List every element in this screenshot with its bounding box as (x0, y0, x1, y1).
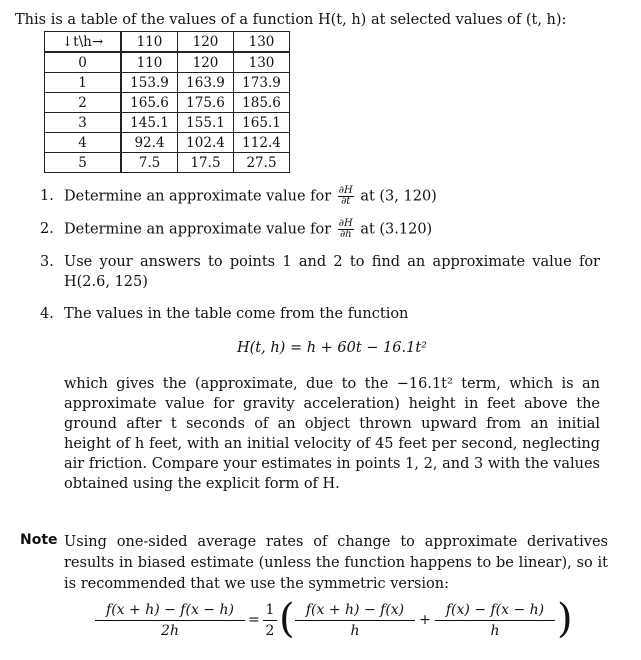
table-cell: 165.6 (121, 93, 178, 113)
question-list (40, 186, 600, 494)
partial-derivative-h: $\frac{\partial H}{\partial h}$ (338, 218, 353, 240)
column-header: 130 (234, 32, 290, 53)
row-header: 5 (45, 153, 122, 173)
note-label: Note (20, 532, 58, 548)
table-cell: 185.6 (234, 93, 290, 113)
table-cell: 145.1 (121, 113, 178, 133)
question-text: The values in the table come from the function (64, 306, 409, 322)
table-cell: 27.5 (234, 153, 290, 173)
table-cell: 155.1 (178, 113, 234, 133)
table-row (45, 113, 290, 133)
question-4 (40, 304, 600, 494)
forward-difference: f(x + h) − f(x) h (295, 602, 415, 639)
row-header: 0 (45, 52, 122, 73)
lhs-fraction: f(x + h) − f(x − h) 2h (95, 602, 245, 639)
left-paren: ( (279, 596, 295, 642)
question-3 (40, 252, 600, 292)
table-row (45, 52, 290, 73)
table-cell: 102.4 (178, 133, 234, 153)
question-number: 4. (40, 306, 54, 322)
row-header: 4 (45, 133, 122, 153)
row-header: 1 (45, 73, 122, 93)
note-text: Using one-sided average rates of change to approximate derivatives results in biased estimate (unless the function happens to be linear), so it is recommended that we use the symmetric version: (64, 534, 608, 592)
question-body: which gives the (approximate, due to the −16.1t² term, which is an approximate value for gravity acceleration) height in feet above the ground after t seconds of an object thrown upward from an initial height of h feet, with an initial velocity of 45 feet per second, neglecting air friction. Compare your estimates in points 1, 2, and 3 with the values obtained using the explicit form of H. (64, 376, 600, 492)
table-row (45, 153, 290, 173)
question-1 (40, 186, 600, 207)
question-2 (40, 219, 600, 240)
table-header-row (45, 32, 290, 53)
question-number: 3. (40, 254, 54, 270)
table-cell: 7.5 (121, 153, 178, 173)
equals-sign: = (248, 612, 260, 628)
table-row (45, 93, 290, 113)
table-row (45, 73, 290, 93)
question-text: Determine an approximate value for (64, 221, 332, 238)
question-number: 2. (40, 221, 54, 237)
symmetric-difference-formula (95, 596, 595, 648)
column-header: 110 (121, 32, 178, 53)
table-cell: 153.9 (121, 73, 178, 93)
half-fraction: 1 2 (263, 602, 277, 639)
table-cell: 173.9 (234, 73, 290, 93)
table-row (45, 133, 290, 153)
row-header: 2 (45, 93, 122, 113)
question-point: at (3, 120) (360, 188, 437, 205)
question-text: Determine an approximate value for (64, 188, 332, 205)
row-header: 3 (45, 113, 122, 133)
table-cell: 110 (121, 52, 178, 73)
table-cell: 92.4 (121, 133, 178, 153)
values-table (44, 31, 290, 173)
note-block (20, 532, 608, 595)
table-cell: 163.9 (178, 73, 234, 93)
backward-difference: f(x) − f(x − h) h (435, 602, 555, 639)
intro-text: This is a table of the values of a function H(t, h) at selected values of (t, h): (15, 12, 567, 28)
table-cell: 175.6 (178, 93, 234, 113)
table-cell: 130 (234, 52, 290, 73)
question-point: at (3.120) (360, 221, 433, 238)
table-cell: 112.4 (234, 133, 290, 153)
table-cell: 17.5 (178, 153, 234, 173)
question-text: Use your answers to points 1 and 2 to find an approximate value for H(2.6, 125) (64, 254, 600, 290)
question-number: 1. (40, 188, 54, 204)
table-corner-label: ↓t\h→ (45, 32, 122, 53)
function-equation: H(t, h) = h + 60t − 16.1t² (237, 340, 427, 356)
table-cell: 165.1 (234, 113, 290, 133)
right-paren: ) (557, 596, 573, 642)
plus-sign: + (419, 612, 431, 628)
partial-derivative-t: $\frac{\partial H}{\partial t}$ (338, 185, 353, 207)
column-header: 120 (178, 32, 234, 53)
table-cell: 120 (178, 52, 234, 73)
